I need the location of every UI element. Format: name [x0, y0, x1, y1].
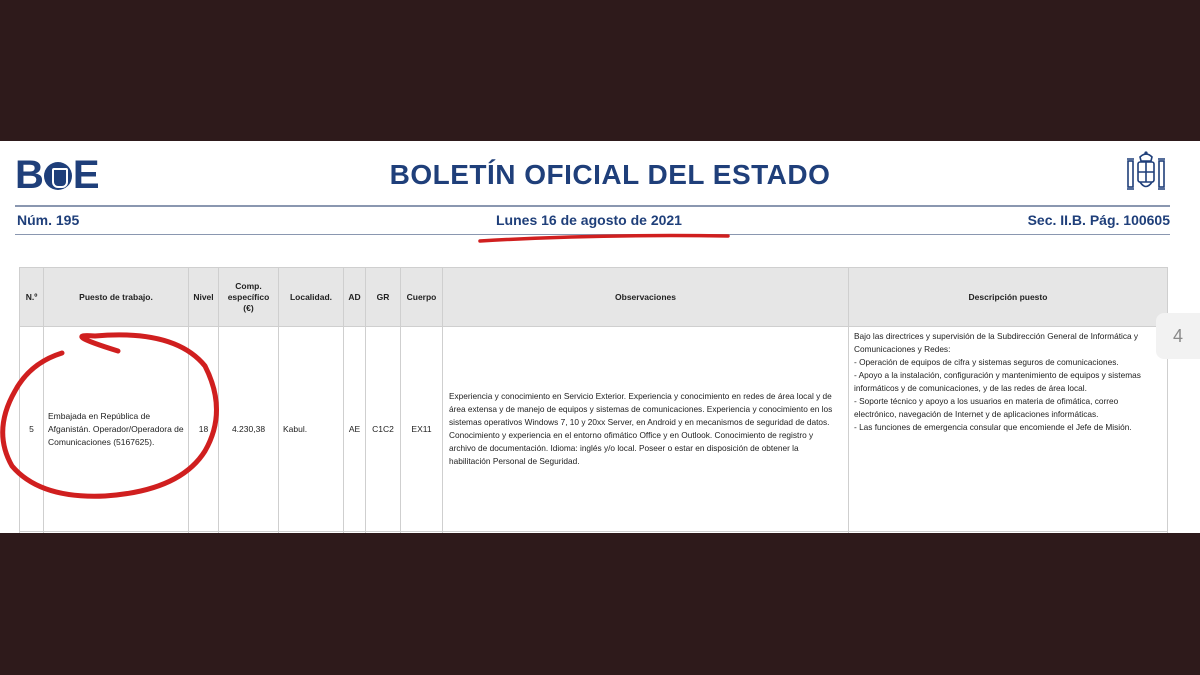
col-gr: GR	[366, 268, 401, 327]
descripcion-line: - Apoyo a la instalación, configuración y mantenimiento de equipos y sistemas informáticos y de comunicaciones, y de las redes de área local.	[854, 370, 1141, 393]
cell-localidad: Kabul.	[279, 327, 344, 532]
red-underline-annotation	[478, 233, 730, 243]
cell-nivel: 18	[189, 327, 219, 532]
col-observaciones: Observaciones	[443, 268, 849, 327]
page-indicator-tab[interactable]: 4	[1156, 313, 1200, 359]
cell-descripcion	[849, 327, 1168, 532]
col-puesto: Puesto de trabajo.	[44, 268, 189, 327]
document-page	[0, 141, 1200, 533]
red-circle-annotation	[0, 331, 230, 501]
cell-observaciones: Experiencia y conocimiento en Servicio Exterior. Experiencia y conocimiento en redes de área local y de área extensa y de manejo de equipos y sistemas de comunicaciones. Experiencia y conocimiento en los sistemas operativos Windows 7, 10 y 20xx Server, en Android y en mecanismos de seguridad de datos. Conocimiento y experiencia en el entorno ofimático Office y en Outlook. Conocimiento de registro y archivo de documentación. Idioma: inglés y/o local. Poseer o estar en disposición de obtener la habilitación Personal de Seguridad.	[443, 327, 849, 532]
cell-gr: C1C2	[366, 327, 401, 532]
bulletin-date: Lunes 16 de agosto de 2021	[496, 212, 682, 228]
section-page: Sec. II.B. Pág. 100605	[1027, 212, 1170, 228]
col-ad: AD	[344, 268, 366, 327]
col-localidad: Localidad.	[279, 268, 344, 327]
descripcion-line: Bajo las directrices y supervisión de la Subdirección General de Informática y Comunicaciones y Redes:	[854, 331, 1139, 354]
col-nivel: Nivel	[189, 268, 219, 327]
cell-ad: AE	[344, 327, 366, 532]
table-row-partial	[20, 532, 1168, 534]
col-descripcion: Descripción puesto	[849, 268, 1168, 327]
cell-cuerpo: EX11	[401, 327, 443, 532]
bulletin-number: Núm. 195	[17, 212, 80, 228]
col-comp: Comp. específico (€)	[219, 268, 279, 327]
cell-comp: 4.230,38	[219, 327, 279, 532]
col-cuerpo: Cuerpo	[401, 268, 443, 327]
cell-puesto: Embajada en República de Afganistán. Operador/Operadora de Comunicaciones (5167625).	[44, 327, 189, 532]
descripcion-line: - Operación de equipos de cifra y sistemas seguros de comunicaciones.	[854, 357, 1119, 367]
col-num: N.º	[20, 268, 44, 327]
header-rule	[15, 205, 1170, 207]
boe-logo-seal-icon	[44, 162, 72, 190]
descripcion-line: - Soporte técnico y apoyo a los usuarios en materia de ofimática, correo electrónico, navegación de Internet y de aplicaciones informáticas.	[854, 396, 1119, 419]
cell-num: 5	[20, 327, 44, 532]
page-title: BOLETÍN OFICIAL DEL ESTADO	[389, 159, 831, 190]
boe-logo: B E	[15, 153, 99, 197]
descripcion-line: - Las funciones de emergencia consular que encomiende el Jefe de Misión.	[854, 422, 1132, 432]
table-header-row	[20, 268, 1168, 327]
royal-crest-icon	[1124, 149, 1168, 197]
